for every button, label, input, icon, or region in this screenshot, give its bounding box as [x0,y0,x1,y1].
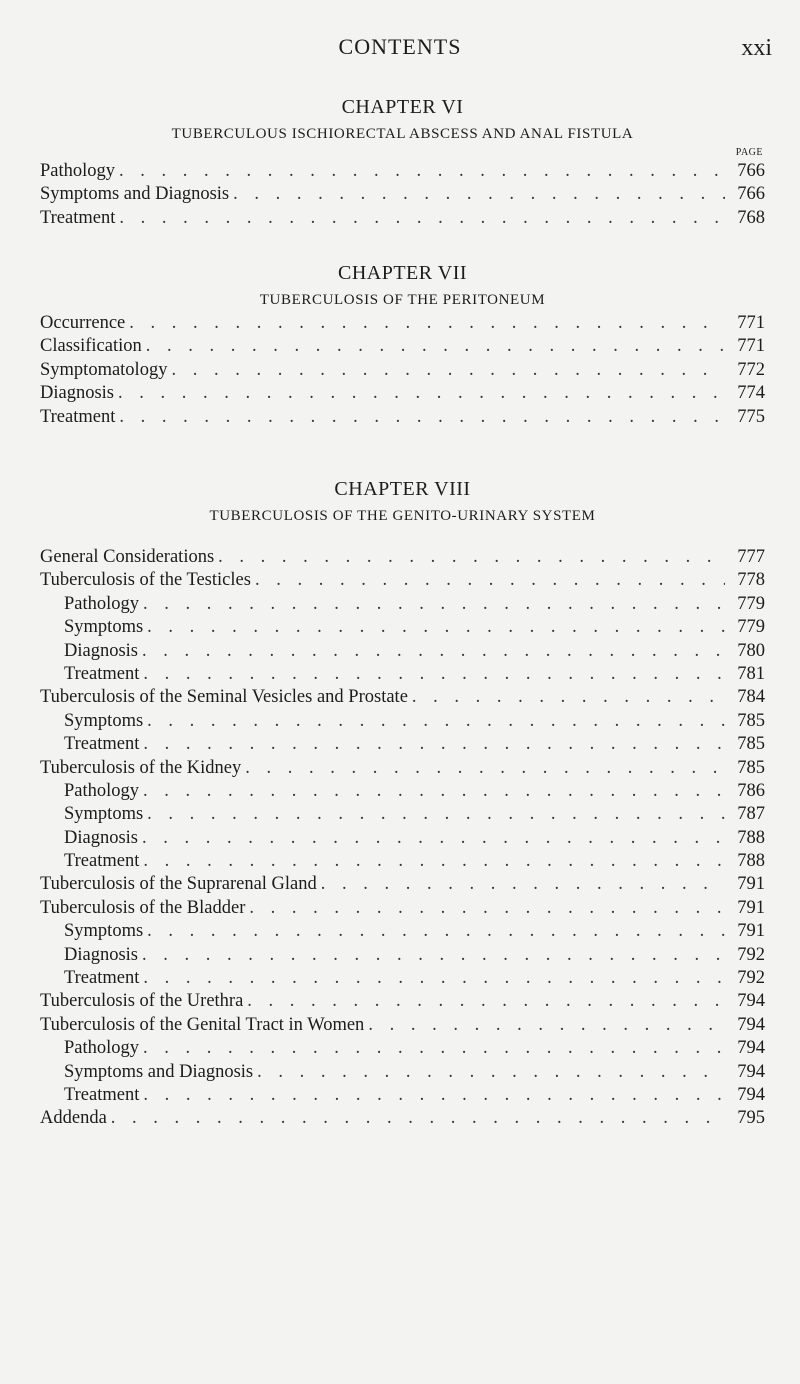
dot-leader [143,663,725,686]
entry-page-number: 787 [737,804,765,825]
entry-page-number: 795 [737,1108,765,1129]
entry-page-number: 771 [737,313,765,333]
entry-page-number: 780 [737,640,765,661]
entry-page-number: 771 [737,336,765,357]
entry-page-number: 794 [737,1084,765,1105]
running-head [0,34,800,64]
entry-page-number: 784 [737,687,765,708]
entry-page-number: 785 [737,734,765,755]
dot-leader [245,757,725,780]
entry-page-number: 768 [737,207,765,228]
dot-leader [142,827,725,850]
entry-label: Pathology [40,161,116,181]
entry-page-number: 788 [737,827,765,848]
dot-leader [143,733,725,756]
toc-entry [40,1014,765,1037]
toc-entry [40,967,765,990]
entry-label: Treatment [40,207,116,228]
entry-page-number: 788 [737,851,765,872]
entry-label: Occurrence [40,313,126,333]
entry-label: Symptoms [64,921,144,942]
dot-leader [147,616,725,639]
entry-page-number: 774 [737,383,765,404]
dot-leader [119,207,725,230]
toc-entry [40,897,765,920]
dot-leader [143,967,725,990]
entry-page-number: 786 [737,780,765,801]
entry-label: Treatment [64,851,140,872]
entry-label: Treatment [40,406,116,427]
dot-leader [147,920,725,943]
toc-entry [40,1037,765,1060]
entry-page-number: 794 [737,1038,765,1059]
chapter-viii-section [40,474,765,1131]
toc-entry [40,780,765,803]
toc-entry [40,312,765,335]
chapter-subtitle: TUBERCULOSIS OF THE PERITONEUM [259,292,546,308]
page-column-label: PAGE [735,147,763,158]
chapter-subtitle: TUBERCULOUS ISCHIORECTAL ABSCESS AND ANAL FISTULA [171,126,634,142]
entry-page-number: 785 [737,710,765,731]
dot-leader [233,183,725,206]
entry-label: Pathology [64,780,140,801]
dot-leader [255,569,725,592]
dot-leader [143,780,725,803]
dot-leader [142,944,725,967]
toc-entry [40,616,765,639]
dot-leader [147,803,725,826]
entry-label: Addenda [40,1108,107,1129]
dot-leader [118,382,725,405]
toc-entry [40,1061,765,1084]
entry-label: Treatment [64,663,140,684]
page-number: xxi [741,35,772,61]
entry-label: Treatment [64,734,140,755]
entry-page-number: 794 [737,1061,765,1082]
entry-page-number: 791 [737,897,765,918]
dot-leader [321,873,725,896]
toc-entry [40,546,765,569]
entry-label: Symptoms [64,617,144,638]
entry-label: Diagnosis [64,944,138,965]
entry-list [40,546,765,1131]
entry-label: Tuberculosis of the Urethra [40,991,244,1012]
toc-entry [40,827,765,850]
toc-entry [40,873,765,896]
entry-label: Classification [40,336,142,357]
entry-page-number: 794 [737,991,765,1012]
dot-leader [119,160,725,183]
entry-label: Symptoms [64,710,144,731]
chapter-title: CHAPTER VIII [334,478,471,500]
entry-page-number: 779 [737,593,765,614]
chapter-subtitle: TUBERCULOSIS OF THE GENITO-URINARY SYSTEM [209,508,596,524]
entry-page-number: 777 [737,547,765,567]
dot-leader [142,640,725,663]
dot-leader [412,686,725,709]
chapter-vii-section [40,258,765,429]
dot-leader [143,593,725,616]
dot-leader [119,406,725,429]
entry-page-number: 792 [737,944,765,965]
dot-leader [249,897,725,920]
dot-leader [146,335,725,358]
entry-label: Tuberculosis of the Bladder [40,897,246,918]
dot-leader [143,1084,725,1107]
entry-label: Treatment [64,1084,140,1105]
dot-leader [143,850,725,873]
entry-page-number: 785 [737,757,765,778]
toc-entry [40,207,765,230]
entry-label: Symptoms and Diagnosis [40,184,230,205]
dot-leader [129,312,725,335]
toc-entry [40,1084,765,1107]
toc-entry [40,733,765,756]
entry-label: Symptoms and Diagnosis [64,1061,254,1082]
toc-entry [40,569,765,592]
toc-entry [40,382,765,405]
toc-entry [40,160,765,183]
dot-leader [218,546,725,569]
entry-list [40,160,765,230]
toc-entry [40,640,765,663]
toc-entry [40,406,765,429]
entry-label: Symptomatology [40,359,168,380]
entry-page-number: 766 [737,161,765,181]
dot-leader [247,990,725,1013]
entry-page-number: 781 [737,663,765,684]
dot-leader [111,1107,725,1130]
entry-label: Tuberculosis of the Seminal Vesicles and Prostate [40,687,408,708]
entry-label: General Considerations [40,547,215,567]
chapter-vi-section [40,92,765,230]
running-title: CONTENTS [338,34,462,59]
entry-page-number: 766 [737,184,765,205]
entry-page-number: 778 [737,570,765,591]
entry-label: Diagnosis [64,640,138,661]
entry-label: Tuberculosis of the Testicles [40,570,251,591]
entry-label: Diagnosis [40,383,114,404]
toc-entry [40,686,765,709]
dot-leader [368,1014,725,1037]
entry-label: Pathology [64,593,140,614]
toc-entry [40,990,765,1013]
entry-page-number: 772 [737,359,765,380]
entry-page-number: 775 [737,406,765,427]
chapter-title: CHAPTER VI [341,96,464,118]
toc-entry [40,920,765,943]
entry-label: Symptoms [64,804,144,825]
toc-entry [40,663,765,686]
dot-leader [143,1037,725,1060]
entry-page-number: 791 [737,874,765,895]
chapter-title: CHAPTER VII [337,262,468,284]
toc-entry [40,183,765,206]
entry-page-number: 779 [737,617,765,638]
toc-entry [40,1107,765,1130]
toc-entry [40,757,765,780]
toc-entry [40,593,765,616]
dot-leader [171,359,725,382]
entry-label: Treatment [64,968,140,989]
toc-entry [40,944,765,967]
toc-entry [40,850,765,873]
entry-label: Pathology [64,1038,140,1059]
toc-entry [40,710,765,733]
entry-label: Diagnosis [64,827,138,848]
entry-page-number: 794 [737,1014,765,1035]
entry-label: Tuberculosis of the Genital Tract in Women [40,1014,365,1035]
entry-label: Tuberculosis of the Kidney [40,757,242,778]
entry-list [40,312,765,429]
entry-page-number: 791 [737,921,765,942]
entry-label: Tuberculosis of the Suprarenal Gland [40,874,317,895]
entry-page-number: 792 [737,968,765,989]
dot-leader [257,1061,725,1084]
toc-entry [40,803,765,826]
dot-leader [147,710,725,733]
toc-entry [40,335,765,358]
toc-entry [40,359,765,382]
